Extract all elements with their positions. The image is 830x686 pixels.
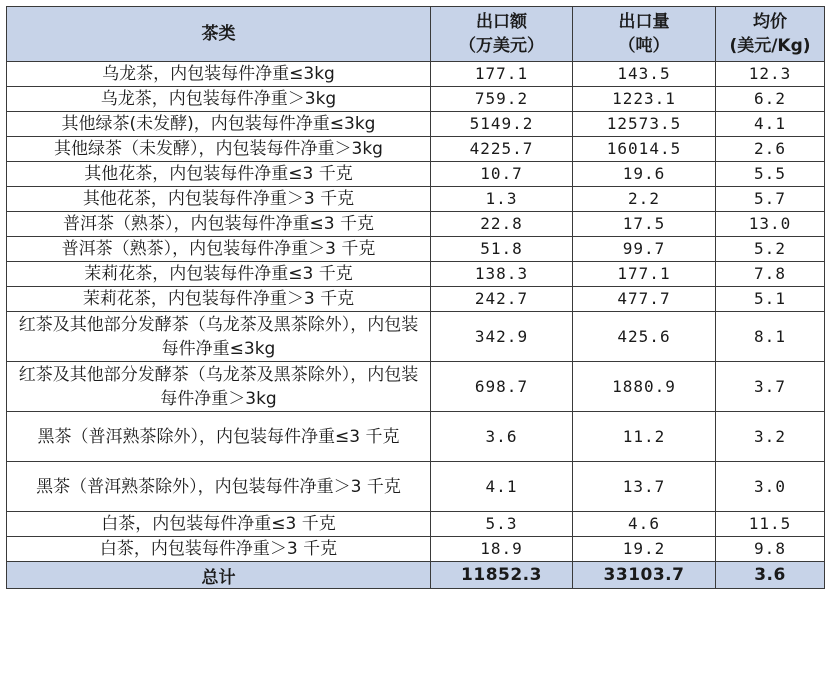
tea-export-table (6, 6, 825, 589)
cell-average-price: 5.7 (716, 187, 825, 212)
total-export-volume: 33103.7 (573, 562, 716, 589)
cell-export-value: 342.9 (431, 312, 573, 362)
cell-export-volume: 12573.5 (573, 112, 716, 137)
cell-average-price: 4.1 (716, 112, 825, 137)
cell-category: 黑茶（普洱熟茶除外），内包装每件净重＞3 千克 (7, 462, 431, 512)
cell-export-value: 5149.2 (431, 112, 573, 137)
cell-category: 乌龙茶，内包装每件净重＞3kg (7, 87, 431, 112)
cell-category: 其他绿茶(未发酵)，内包装每件净重≤3kg (7, 112, 431, 137)
cell-export-volume: 11.2 (573, 412, 716, 462)
cell-export-value: 18.9 (431, 537, 573, 562)
cell-average-price: 6.2 (716, 87, 825, 112)
cell-average-price: 7.8 (716, 262, 825, 287)
cell-average-price: 2.6 (716, 137, 825, 162)
cell-export-value: 759.2 (431, 87, 573, 112)
cell-export-volume: 4.6 (573, 512, 716, 537)
table-body (7, 62, 825, 562)
cell-average-price: 13.0 (716, 212, 825, 237)
cell-category: 茉莉花茶，内包装每件净重≤3 千克 (7, 262, 431, 287)
cell-export-value: 22.8 (431, 212, 573, 237)
cell-average-price: 8.1 (716, 312, 825, 362)
cell-export-volume: 13.7 (573, 462, 716, 512)
cell-export-volume: 17.5 (573, 212, 716, 237)
cell-export-volume: 2.2 (573, 187, 716, 212)
table-row (7, 362, 825, 412)
cell-category: 普洱茶（熟茶），内包装每件净重≤3 千克 (7, 212, 431, 237)
cell-export-volume: 16014.5 (573, 137, 716, 162)
table-total-row (7, 562, 825, 589)
table-row (7, 412, 825, 462)
cell-average-price: 12.3 (716, 62, 825, 87)
cell-average-price: 3.2 (716, 412, 825, 462)
table-row (7, 537, 825, 562)
table-row (7, 312, 825, 362)
table-row (7, 162, 825, 187)
cell-export-value: 5.3 (431, 512, 573, 537)
cell-average-price: 5.5 (716, 162, 825, 187)
cell-export-volume: 143.5 (573, 62, 716, 87)
table-header-row (7, 7, 825, 62)
cell-export-volume: 99.7 (573, 237, 716, 262)
cell-export-value: 177.1 (431, 62, 573, 87)
cell-export-volume: 177.1 (573, 262, 716, 287)
header-export-value: 出口额 （万美元） (431, 7, 573, 62)
cell-export-value: 4225.7 (431, 137, 573, 162)
cell-export-volume: 19.2 (573, 537, 716, 562)
cell-export-value: 1.3 (431, 187, 573, 212)
cell-export-value: 3.6 (431, 412, 573, 462)
cell-category: 红茶及其他部分发酵茶（乌龙茶及黑茶除外），内包装每件净重≤3kg (7, 312, 431, 362)
cell-export-volume: 1223.1 (573, 87, 716, 112)
cell-category: 黑茶（普洱熟茶除外），内包装每件净重≤3 千克 (7, 412, 431, 462)
cell-export-volume: 477.7 (573, 287, 716, 312)
cell-export-value: 4.1 (431, 462, 573, 512)
cell-average-price: 5.2 (716, 237, 825, 262)
cell-export-value: 698.7 (431, 362, 573, 412)
cell-category: 其他绿茶（未发酵），内包装每件净重＞3kg (7, 137, 431, 162)
header-average-price: 均价 (美元/Kg) (716, 7, 825, 62)
cell-export-value: 10.7 (431, 162, 573, 187)
cell-export-value: 242.7 (431, 287, 573, 312)
table-row (7, 62, 825, 87)
cell-category: 其他花茶，内包装每件净重≤3 千克 (7, 162, 431, 187)
cell-category: 茉莉花茶，内包装每件净重＞3 千克 (7, 287, 431, 312)
cell-export-volume: 19.6 (573, 162, 716, 187)
cell-export-value: 138.3 (431, 262, 573, 287)
total-label: 总计 (7, 562, 431, 589)
table-row (7, 512, 825, 537)
table-row (7, 287, 825, 312)
cell-average-price: 3.0 (716, 462, 825, 512)
cell-category: 乌龙茶，内包装每件净重≤3kg (7, 62, 431, 87)
cell-average-price: 9.8 (716, 537, 825, 562)
cell-average-price: 3.7 (716, 362, 825, 412)
total-average-price: 3.6 (716, 562, 825, 589)
table-row (7, 187, 825, 212)
cell-category: 其他花茶，内包装每件净重＞3 千克 (7, 187, 431, 212)
table-row (7, 112, 825, 137)
cell-export-volume: 1880.9 (573, 362, 716, 412)
table-row (7, 87, 825, 112)
cell-average-price: 11.5 (716, 512, 825, 537)
table-row (7, 212, 825, 237)
table-row (7, 237, 825, 262)
total-export-value: 11852.3 (431, 562, 573, 589)
cell-category: 白茶，内包装每件净重≤3 千克 (7, 512, 431, 537)
table-row (7, 262, 825, 287)
cell-average-price: 5.1 (716, 287, 825, 312)
cell-export-value: 51.8 (431, 237, 573, 262)
table-row (7, 462, 825, 512)
header-category: 茶类 (7, 7, 431, 62)
cell-category: 普洱茶（熟茶），内包装每件净重＞3 千克 (7, 237, 431, 262)
cell-category: 红茶及其他部分发酵茶（乌龙茶及黑茶除外），内包装每件净重＞3kg (7, 362, 431, 412)
cell-category: 白茶，内包装每件净重＞3 千克 (7, 537, 431, 562)
table-row (7, 137, 825, 162)
header-export-volume: 出口量 （吨） (573, 7, 716, 62)
cell-export-volume: 425.6 (573, 312, 716, 362)
